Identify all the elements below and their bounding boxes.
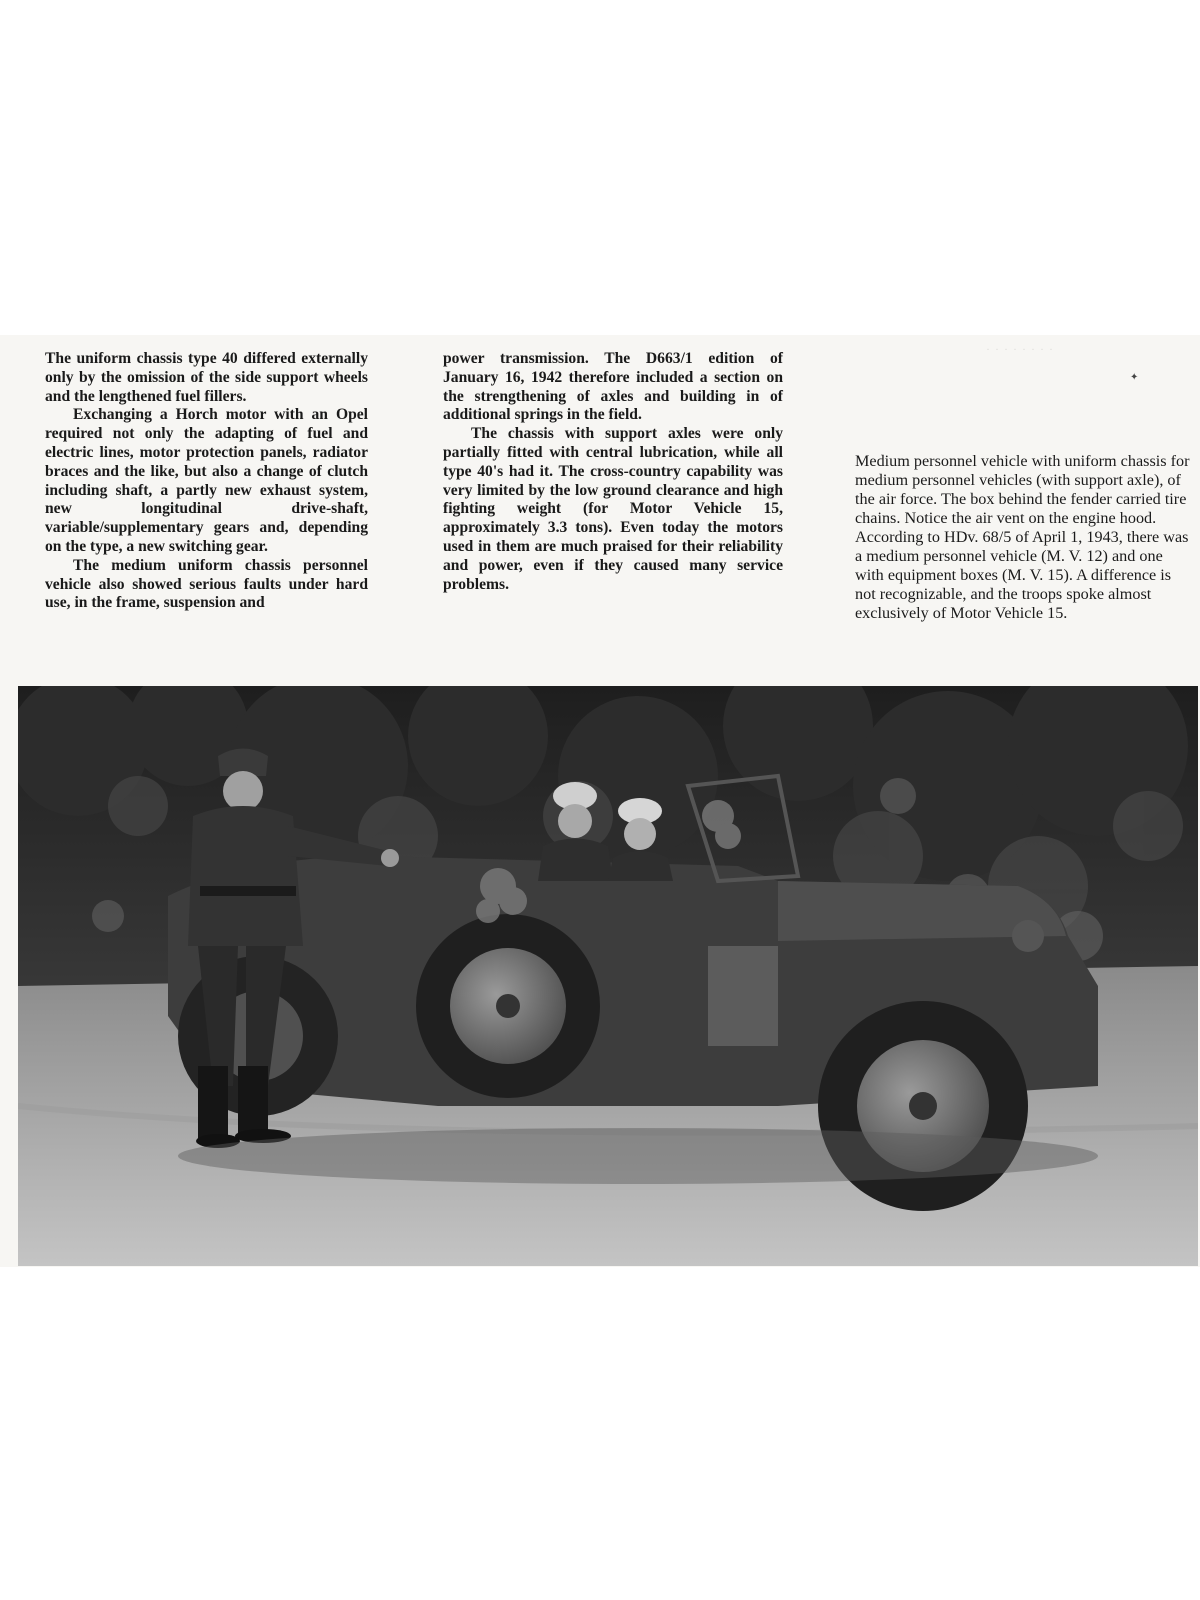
paragraph: power transmission. The D663/1 edition of January 16, 1942 therefore included a section on the strengthening of axles and building in of additional springs in the field.	[443, 350, 783, 424]
photo-caption: Medium personnel vehicle with uniform chassis for medium personnel vehicles (with support axle), of the air force. The box behind the fender carried tire chains. Notice the air vent on the engine hood. According to HDv. 68/5 of April 1, 1943, there was a medium personnel vehicle (M. V. 12) and one with equipment boxes (M. V. 15). A difference is not recognizable, and the troops spoke almost exclusively of Motor Vehicle 15.	[855, 452, 1190, 622]
photograph	[18, 686, 1198, 1266]
text-column-2	[443, 350, 783, 594]
text-column-1	[45, 350, 368, 613]
paragraph: The chassis with support axles were only partially fitted with central lubrication, while all type 40's had it. The cross-country capability was very limited by the low ground clearance and high fighting weight (for Motor Vehicle 15, approximately 3.3 tons). Even today the motors used in them are much praised for their reliability and power, even if they caused many service problems.	[443, 425, 783, 593]
paragraph: Exchanging a Horch motor with an Opel required not only the adapting of fuel and electric lines, motor protection panels, radiator braces and the like, but also a change of clutch including shaft, a partly new exhaust system, new longitudinal drive-shaft, variable/supplementary gears and, depending on the type, a new switching gear.	[45, 406, 368, 555]
paragraph: The medium uniform chassis personnel vehicle also showed serious faults under hard use, in the frame, suspension and	[45, 556, 368, 612]
scan-mark: ✦	[1130, 372, 1139, 383]
paragraph: The uniform chassis type 40 differed externally only by the omission of the side support wheels and the lengthened fuel fillers.	[45, 350, 368, 405]
photo-soldiers-vehicle-icon	[18, 686, 1198, 1266]
show-through-text: · · · · · · · ·	[986, 342, 1054, 356]
